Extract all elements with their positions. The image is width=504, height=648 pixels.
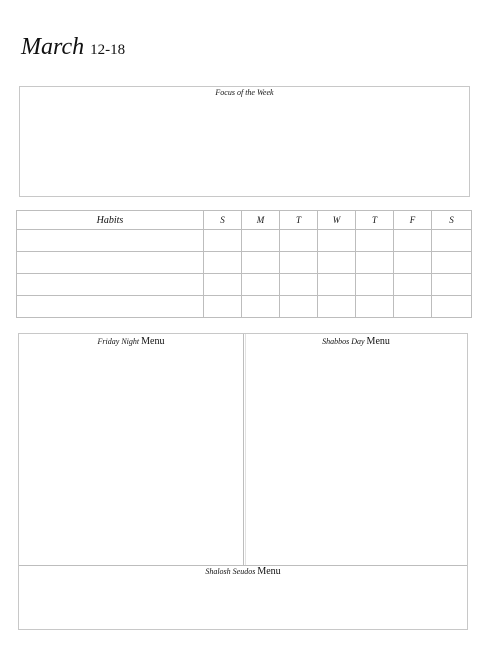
page-title <box>21 33 125 64</box>
habit-check-cell[interactable] <box>356 296 394 318</box>
habit-check-cell[interactable] <box>280 296 318 318</box>
focus-of-week-box[interactable] <box>19 86 470 197</box>
habit-row <box>17 274 472 296</box>
day-header-monday: M <box>242 211 280 230</box>
habit-name-cell[interactable] <box>17 296 204 318</box>
habit-check-cell[interactable] <box>242 230 280 252</box>
habit-check-cell[interactable] <box>204 230 242 252</box>
habit-check-cell[interactable] <box>356 230 394 252</box>
shalosh-seudos-menu-section[interactable] <box>19 566 467 629</box>
habit-row <box>17 296 472 318</box>
habits-header: Habits <box>17 211 204 230</box>
habit-check-cell[interactable] <box>204 274 242 296</box>
habit-check-cell[interactable] <box>394 252 432 274</box>
habit-check-cell[interactable] <box>432 230 472 252</box>
habit-check-cell[interactable] <box>356 252 394 274</box>
habit-check-cell[interactable] <box>394 274 432 296</box>
day-header-saturday: S <box>432 211 472 230</box>
habit-name-cell[interactable] <box>17 274 204 296</box>
habit-check-cell[interactable] <box>432 296 472 318</box>
shabbos-day-menu-section[interactable] <box>245 334 467 565</box>
friday-night-menu-label: Friday Night Menu <box>97 336 165 347</box>
habit-name-cell[interactable] <box>17 252 204 274</box>
habit-check-cell[interactable] <box>242 252 280 274</box>
habit-check-cell[interactable] <box>318 252 356 274</box>
habit-check-cell[interactable] <box>318 296 356 318</box>
friday-night-menu-section[interactable] <box>19 334 243 565</box>
habit-name-cell[interactable] <box>17 230 204 252</box>
habit-row <box>17 252 472 274</box>
shalosh-seudos-menu-label: Shalosh Seudos Menu <box>205 566 281 577</box>
title-month: March <box>21 34 85 60</box>
habit-check-cell[interactable] <box>242 274 280 296</box>
habit-check-cell[interactable] <box>394 230 432 252</box>
day-header-sunday: S <box>204 211 242 230</box>
habit-check-cell[interactable] <box>318 274 356 296</box>
menus-grid <box>18 333 468 630</box>
day-header-thursday: T <box>356 211 394 230</box>
day-header-tuesday: T <box>280 211 318 230</box>
day-header-friday: F <box>394 211 432 230</box>
habit-check-cell[interactable] <box>432 274 472 296</box>
title-dates: 12-18 <box>90 42 126 58</box>
habit-check-cell[interactable] <box>204 296 242 318</box>
focus-of-week-label: Focus of the Week <box>215 88 274 97</box>
habits-header-row <box>17 211 472 230</box>
habit-check-cell[interactable] <box>432 252 472 274</box>
habit-check-cell[interactable] <box>318 230 356 252</box>
habit-check-cell[interactable] <box>280 230 318 252</box>
habit-check-cell[interactable] <box>394 296 432 318</box>
menus-divider-vertical <box>243 334 244 565</box>
habit-check-cell[interactable] <box>280 252 318 274</box>
habit-check-cell[interactable] <box>242 296 280 318</box>
day-header-wednesday: W <box>318 211 356 230</box>
habit-check-cell[interactable] <box>204 252 242 274</box>
habit-check-cell[interactable] <box>280 274 318 296</box>
habit-row <box>17 230 472 252</box>
shabbos-day-menu-label: Shabbos Day Menu <box>322 336 390 347</box>
habit-check-cell[interactable] <box>356 274 394 296</box>
habits-table <box>16 210 472 318</box>
